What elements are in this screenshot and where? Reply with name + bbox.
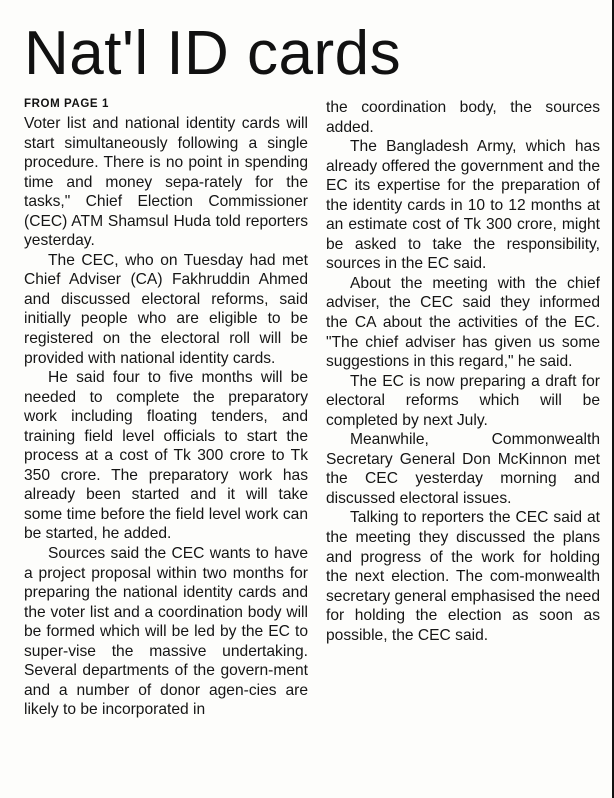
paragraph: Sources said the CEC wants to have a project proposal within two months for preparing the national identity cards and the voter list and a coordination body will be formed which will be led by the EC to super-vise the massive undertaking. Several departments of the govern-ment and a number of donor agen-cies are likely to be incorporated in bbox=[24, 545, 308, 719]
headline: Nat'l ID cards bbox=[24, 19, 402, 88]
paragraph: The EC is now preparing a draft for electoral reforms which will be completed by next July. bbox=[326, 372, 600, 429]
paragraph: Meanwhile, Commonwealth Secretary General Don McKinnon met the CEC yesterday morning and discussed electoral issues. bbox=[326, 431, 600, 507]
paragraph: Talking to reporters the CEC said at the meeting they discussed the plans and progress of the work for holding the next election. The com-monwealth secretary general emphasised the need for holding the election as soon as possible, the CEC said. bbox=[326, 509, 600, 644]
paragraph: About the meeting with the chief adviser, the CEC said they informed the CA about the activities of the EC. "The chief adviser has given us some suggestions in this regard," he said. bbox=[326, 274, 600, 371]
left-column bbox=[24, 97, 308, 720]
paragraph: the coordination body, the sources added. bbox=[326, 99, 600, 136]
paragraph: The CEC, who on Tuesday had met Chief Adviser (CA) Fakhruddin Ahmed and discussed electoral reforms, said initially people who are eligible to be registered on the electoral roll will be provided with national identity cards. bbox=[24, 251, 308, 367]
paragraph: He said four to five months will be needed to complete the preparatory work including floating tenders, and training field level officials to start the process at a cost of Tk 300 crore to Tk 350 crore. The preparatory work has already been started and it will take some time before the field level work can be started, he added. bbox=[24, 369, 308, 543]
paragraph: Voter list and national identity cards will start simultaneously following a single procedure. There is no point in spending time and money sepa-rately for the tasks," Chief Election Commissioner (CEC) ATM Shamsul Huda told reporters yesterday. bbox=[24, 115, 308, 250]
right-column bbox=[326, 98, 600, 645]
continuation-kicker: FROM PAGE 1 bbox=[24, 98, 109, 110]
paragraph: The Bangladesh Army, which has already offered the government and the EC its expertise for the preparation of the identity cards in 10 to 12 months at an estimate cost of Tk 300 crore, might be asked to take the responsibility, sources in the EC said. bbox=[326, 138, 600, 273]
